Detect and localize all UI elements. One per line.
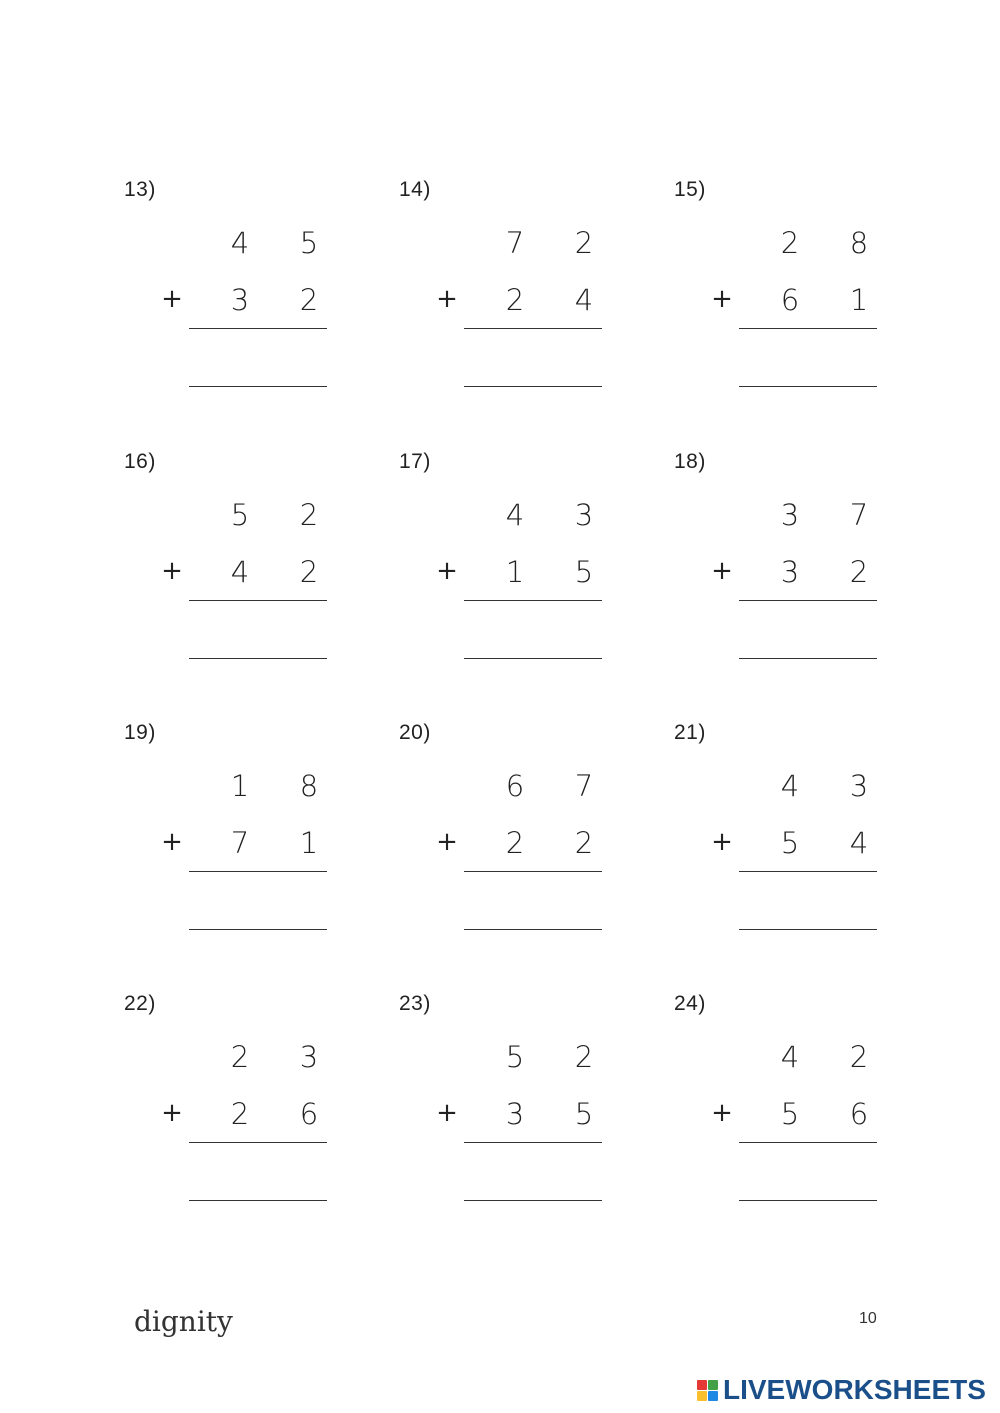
plus-sign: + (161, 284, 183, 314)
bottom-digit: 2 (849, 555, 869, 589)
plus-sign: + (436, 1098, 458, 1128)
answer-line[interactable] (739, 386, 877, 387)
page-number: 10 (859, 1310, 877, 1327)
bottom-digit: 6 (299, 1097, 319, 1131)
plus-sign: + (161, 1098, 183, 1128)
top-digit: 8 (849, 226, 869, 260)
plus-sign: + (711, 556, 733, 586)
bottom-digit: 3 (230, 283, 250, 317)
sum-line (739, 328, 877, 329)
bottom-digit: 5 (574, 1097, 594, 1131)
sum-line (739, 1142, 877, 1143)
answer-line[interactable] (739, 1200, 877, 1201)
sum-line (189, 871, 327, 872)
problem-number: 20) (399, 721, 431, 744)
bottom-digit: 2 (299, 555, 319, 589)
addition-problem (124, 178, 364, 408)
answer-line[interactable] (464, 658, 602, 659)
top-digit: 2 (230, 1040, 250, 1074)
top-digit: 5 (230, 498, 250, 532)
answer-line[interactable] (739, 658, 877, 659)
problem-number: 16) (124, 450, 156, 473)
addition-problem (674, 450, 914, 680)
plus-sign: + (711, 1098, 733, 1128)
bottom-digit: 2 (505, 826, 525, 860)
bottom-digit: 2 (230, 1097, 250, 1131)
top-digit: 6 (505, 769, 525, 803)
plus-sign: + (161, 827, 183, 857)
answer-line[interactable] (464, 386, 602, 387)
top-digit: 2 (849, 1040, 869, 1074)
sum-line (464, 871, 602, 872)
answer-line[interactable] (464, 1200, 602, 1201)
top-digit: 2 (574, 1040, 594, 1074)
plus-sign: + (436, 284, 458, 314)
addition-problem (399, 992, 639, 1222)
top-digit: 7 (849, 498, 869, 532)
top-digit: 4 (780, 769, 800, 803)
addition-problem (124, 992, 364, 1222)
icon-square-4 (708, 1391, 718, 1401)
sum-line (739, 871, 877, 872)
problem-number: 19) (124, 721, 156, 744)
bottom-digit: 2 (505, 283, 525, 317)
plus-sign: + (711, 284, 733, 314)
problem-number: 17) (399, 450, 431, 473)
bottom-digit: 1 (505, 555, 525, 589)
bottom-digit: 7 (230, 826, 250, 860)
plus-sign: + (161, 556, 183, 586)
top-digit: 7 (505, 226, 525, 260)
plus-sign: + (711, 827, 733, 857)
addition-problem (674, 992, 914, 1222)
top-digit: 4 (230, 226, 250, 260)
bottom-digit: 2 (574, 826, 594, 860)
bottom-digit: 3 (505, 1097, 525, 1131)
bottom-digit: 3 (780, 555, 800, 589)
bottom-digit: 4 (849, 826, 869, 860)
sum-line (189, 600, 327, 601)
bottom-digit: 6 (780, 283, 800, 317)
problem-number: 23) (399, 992, 431, 1015)
bottom-digit: 5 (574, 555, 594, 589)
addition-problem (674, 721, 914, 951)
top-digit: 2 (574, 226, 594, 260)
bottom-digit: 4 (574, 283, 594, 317)
problem-number: 18) (674, 450, 706, 473)
liveworksheets-text: LIVEWORKSHEETS (723, 1374, 986, 1405)
answer-line[interactable] (189, 929, 327, 930)
top-digit: 3 (780, 498, 800, 532)
addition-problem (124, 721, 364, 951)
bottom-digit: 2 (299, 283, 319, 317)
top-digit: 8 (299, 769, 319, 803)
problem-number: 22) (124, 992, 156, 1015)
answer-line[interactable] (189, 658, 327, 659)
sum-line (464, 1142, 602, 1143)
top-digit: 2 (299, 498, 319, 532)
bottom-digit: 4 (230, 555, 250, 589)
answer-line[interactable] (189, 386, 327, 387)
liveworksheets-icon (697, 1380, 718, 1401)
problem-number: 21) (674, 721, 706, 744)
top-digit: 3 (299, 1040, 319, 1074)
problem-number: 14) (399, 178, 431, 201)
top-digit: 3 (849, 769, 869, 803)
icon-square-2 (708, 1380, 718, 1390)
sum-line (189, 1142, 327, 1143)
addition-problem (399, 450, 639, 680)
bottom-digit: 1 (849, 283, 869, 317)
bottom-digit: 6 (849, 1097, 869, 1131)
top-digit: 5 (299, 226, 319, 260)
top-digit: 4 (780, 1040, 800, 1074)
plus-sign: + (436, 556, 458, 586)
answer-line[interactable] (739, 929, 877, 930)
dignity-logo: dignity (134, 1305, 233, 1338)
addition-problem (399, 721, 639, 951)
sum-line (739, 600, 877, 601)
problem-number: 15) (674, 178, 706, 201)
top-digit: 1 (230, 769, 250, 803)
problem-number: 24) (674, 992, 706, 1015)
answer-line[interactable] (189, 1200, 327, 1201)
icon-square-1 (697, 1380, 707, 1390)
problem-number: 13) (124, 178, 156, 201)
liveworksheets-watermark (697, 1374, 986, 1406)
answer-line[interactable] (464, 929, 602, 930)
top-digit: 5 (505, 1040, 525, 1074)
sum-line (464, 328, 602, 329)
plus-sign: + (436, 827, 458, 857)
addition-problem (399, 178, 639, 408)
bottom-digit: 1 (299, 826, 319, 860)
bottom-digit: 5 (780, 1097, 800, 1131)
addition-problem (674, 178, 914, 408)
top-digit: 3 (574, 498, 594, 532)
bottom-digit: 5 (780, 826, 800, 860)
top-digit: 2 (780, 226, 800, 260)
sum-line (464, 600, 602, 601)
top-digit: 7 (574, 769, 594, 803)
icon-square-3 (697, 1391, 707, 1401)
top-digit: 4 (505, 498, 525, 532)
addition-problem (124, 450, 364, 680)
sum-line (189, 328, 327, 329)
